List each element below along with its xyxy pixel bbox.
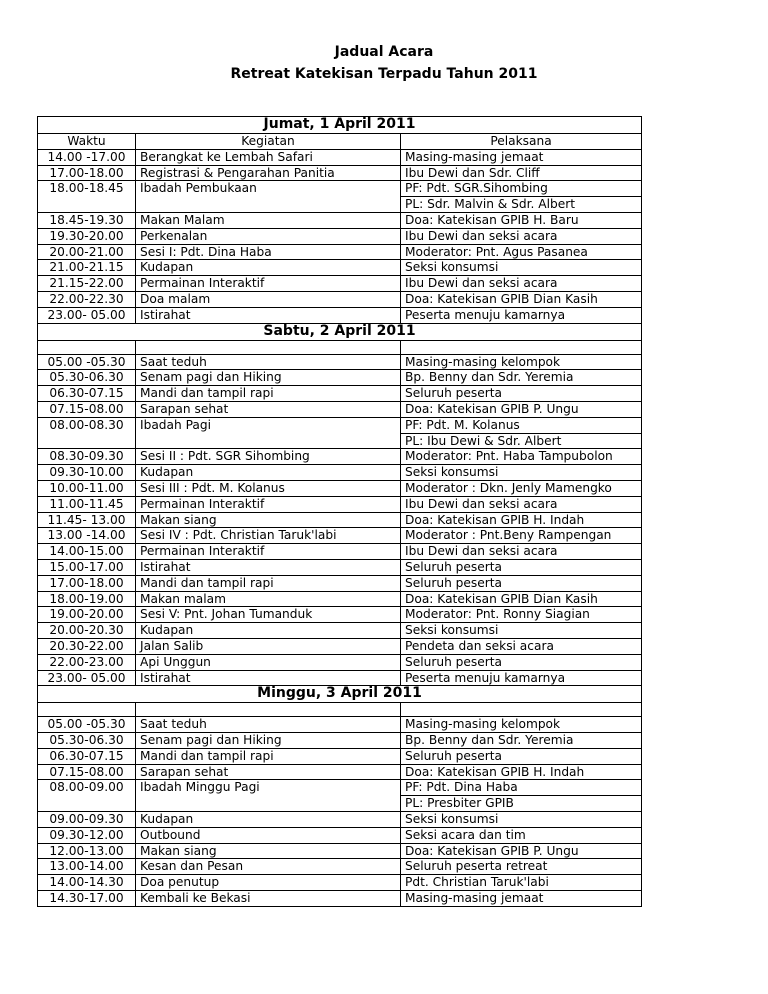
person-cell: Moderator: Pnt. Agus Pasanea xyxy=(401,244,642,260)
person-cell: Doa: Katekisan GPIB P. Ungu xyxy=(401,401,642,417)
person-cell: Seluruh peserta xyxy=(401,559,642,575)
activity-cell-empty xyxy=(136,197,401,213)
person-cell: Peserta menuju kamarnya xyxy=(401,670,642,686)
schedule-row xyxy=(38,559,642,575)
blank-row xyxy=(38,703,642,717)
schedule-row-continued xyxy=(38,197,642,213)
time-cell: 22.00-23.00 xyxy=(38,654,136,670)
activity-cell: Doa malam xyxy=(136,291,401,307)
activity-cell: Kudapan xyxy=(136,260,401,276)
schedule-row xyxy=(38,827,642,843)
person-cell: Seluruh peserta xyxy=(401,386,642,402)
time-cell: 22.00-22.30 xyxy=(38,291,136,307)
time-cell-empty xyxy=(38,433,136,449)
person-cell: Doa: Katekisan GPIB H. Baru xyxy=(401,212,642,228)
schedule-row xyxy=(38,149,642,165)
time-cell: 23.00- 05.00 xyxy=(38,670,136,686)
activity-cell: Registrasi & Pengarahan Panitia xyxy=(136,165,401,181)
time-cell: 08.30-09.30 xyxy=(38,449,136,465)
schedule-row-continued xyxy=(38,433,642,449)
schedule-row xyxy=(38,181,642,197)
activity-cell: Makan malam xyxy=(136,591,401,607)
activity-cell: Kesan dan Pesan xyxy=(136,859,401,875)
day-header-row xyxy=(38,323,642,340)
activity-cell: Permainan Interaktif xyxy=(136,276,401,292)
activity-cell: Kudapan xyxy=(136,465,401,481)
activity-cell: Mandi dan tampil rapi xyxy=(136,748,401,764)
time-cell: 14.00 -17.00 xyxy=(38,149,136,165)
person-cell: Doa: Katekisan GPIB H. Indah xyxy=(401,512,642,528)
time-cell: 05.30-06.30 xyxy=(38,370,136,386)
time-cell: 23.00- 05.00 xyxy=(38,307,136,323)
activity-cell: Makan Malam xyxy=(136,212,401,228)
activity-cell: Api Unggun xyxy=(136,654,401,670)
day-label: Sabtu, 2 April 2011 xyxy=(38,323,642,340)
activity-cell: Kudapan xyxy=(136,623,401,639)
time-cell: 18.00-18.45 xyxy=(38,181,136,197)
activity-cell: Jalan Salib xyxy=(136,638,401,654)
time-cell: 21.00-21.15 xyxy=(38,260,136,276)
time-cell: 09.30-10.00 xyxy=(38,465,136,481)
blank-cell xyxy=(401,703,642,717)
blank-row xyxy=(38,340,642,354)
activity-cell: Istirahat xyxy=(136,559,401,575)
activity-cell-empty xyxy=(136,796,401,812)
person-cell: PL: Sdr. Malvin & Sdr. Albert xyxy=(401,197,642,213)
day-header-row xyxy=(38,686,642,703)
schedule-row xyxy=(38,276,642,292)
time-cell: 07.15-08.00 xyxy=(38,401,136,417)
time-cell: 20.00-20.30 xyxy=(38,623,136,639)
time-cell-empty xyxy=(38,796,136,812)
time-cell: 13.00 -14.00 xyxy=(38,528,136,544)
person-cell: Ibu Dewi dan seksi acara xyxy=(401,228,642,244)
person-cell: Moderator: Pnt. Ronny Siagian xyxy=(401,607,642,623)
column-header-kegiatan: Kegiatan xyxy=(136,134,401,150)
schedule-row xyxy=(38,717,642,733)
activity-cell: Kembali ke Bekasi xyxy=(136,891,401,907)
activity-cell: Saat teduh xyxy=(136,354,401,370)
blank-cell xyxy=(136,703,401,717)
time-cell: 18.45-19.30 xyxy=(38,212,136,228)
schedule-row xyxy=(38,544,642,560)
time-cell: 07.15-08.00 xyxy=(38,764,136,780)
person-cell: Peserta menuju kamarnya xyxy=(401,307,642,323)
time-cell: 11.45- 13.00 xyxy=(38,512,136,528)
schedule-body xyxy=(38,117,642,907)
activity-cell: Saat teduh xyxy=(136,717,401,733)
person-cell: Pendeta dan seksi acara xyxy=(401,638,642,654)
person-cell: Bp. Benny dan Sdr. Yeremia xyxy=(401,733,642,749)
schedule-row xyxy=(38,212,642,228)
time-cell-empty xyxy=(38,197,136,213)
activity-cell: Permainan Interaktif xyxy=(136,496,401,512)
time-cell: 11.00-11.45 xyxy=(38,496,136,512)
time-cell: 09.30-12.00 xyxy=(38,827,136,843)
schedule-row xyxy=(38,748,642,764)
day-header-row xyxy=(38,117,642,134)
person-cell: Masing-masing kelompok xyxy=(401,354,642,370)
schedule-row xyxy=(38,465,642,481)
activity-cell: Perkenalan xyxy=(136,228,401,244)
person-cell: Seluruh peserta retreat xyxy=(401,859,642,875)
time-cell: 20.00-21.00 xyxy=(38,244,136,260)
person-cell: Seluruh peserta xyxy=(401,654,642,670)
day-label: Minggu, 3 April 2011 xyxy=(38,686,642,703)
time-cell: 10.00-11.00 xyxy=(38,480,136,496)
time-cell: 05.30-06.30 xyxy=(38,733,136,749)
time-cell: 17.00-18.00 xyxy=(38,165,136,181)
time-cell: 14.00-15.00 xyxy=(38,544,136,560)
day-label: Jumat, 1 April 2011 xyxy=(38,117,642,134)
person-cell: Seluruh peserta xyxy=(401,575,642,591)
time-cell: 14.00-14.30 xyxy=(38,875,136,891)
schedule-row xyxy=(38,228,642,244)
schedule-row xyxy=(38,575,642,591)
person-cell: Bp. Benny dan Sdr. Yeremia xyxy=(401,370,642,386)
schedule-row xyxy=(38,512,642,528)
activity-cell: Mandi dan tampil rapi xyxy=(136,575,401,591)
time-cell: 05.00 -05.30 xyxy=(38,354,136,370)
activity-cell: Permainan Interaktif xyxy=(136,544,401,560)
person-cell: Seksi konsumsi xyxy=(401,465,642,481)
activity-cell: Istirahat xyxy=(136,670,401,686)
document-subtitle: Retreat Katekisan Terpadu Tahun 2011 xyxy=(230,66,538,82)
schedule-row xyxy=(38,591,642,607)
person-cell: PF: Pdt. SGR.Sihombing xyxy=(401,181,642,197)
schedule-row xyxy=(38,370,642,386)
schedule-row xyxy=(38,733,642,749)
time-cell: 14.30-17.00 xyxy=(38,891,136,907)
time-cell: 18.00-19.00 xyxy=(38,591,136,607)
schedule-row xyxy=(38,607,642,623)
activity-cell: Ibadah Pembukaan xyxy=(136,181,401,197)
activity-cell: Outbound xyxy=(136,827,401,843)
person-cell: Ibu Dewi dan Sdr. Cliff xyxy=(401,165,642,181)
schedule-row xyxy=(38,449,642,465)
person-cell: Seksi konsumsi xyxy=(401,260,642,276)
time-cell: 17.00-18.00 xyxy=(38,575,136,591)
person-cell: Moderator: Pnt. Haba Tampubolon xyxy=(401,449,642,465)
schedule-row xyxy=(38,623,642,639)
schedule-row-continued xyxy=(38,796,642,812)
column-header-pelaksana: Pelaksana xyxy=(401,134,642,150)
activity-cell: Sarapan sehat xyxy=(136,764,401,780)
person-cell: Doa: Katekisan GPIB Dian Kasih xyxy=(401,291,642,307)
person-cell: Doa: Katekisan GPIB P. Ungu xyxy=(401,843,642,859)
activity-cell: Berangkat ke Lembah Safari xyxy=(136,149,401,165)
time-cell: 20.30-22.00 xyxy=(38,638,136,654)
time-cell: 12.00-13.00 xyxy=(38,843,136,859)
time-cell: 09.00-09.30 xyxy=(38,812,136,828)
activity-cell: Makan siang xyxy=(136,843,401,859)
person-cell: Ibu Dewi dan seksi acara xyxy=(401,496,642,512)
person-cell: Doa: Katekisan GPIB H. Indah xyxy=(401,764,642,780)
person-cell: Masing-masing jemaat xyxy=(401,149,642,165)
person-cell: Masing-masing kelompok xyxy=(401,717,642,733)
activity-cell-empty xyxy=(136,433,401,449)
blank-cell xyxy=(38,340,136,354)
schedule-row xyxy=(38,528,642,544)
schedule-row xyxy=(38,843,642,859)
time-cell: 06.30-07.15 xyxy=(38,748,136,764)
schedule-row xyxy=(38,812,642,828)
activity-cell: Senam pagi dan Hiking xyxy=(136,733,401,749)
activity-cell: Doa penutup xyxy=(136,875,401,891)
person-cell: Pdt. Christian Taruk'labi xyxy=(401,875,642,891)
time-cell: 08.00-08.30 xyxy=(38,417,136,433)
person-cell: Seksi konsumsi xyxy=(401,812,642,828)
schedule-row xyxy=(38,859,642,875)
activity-cell: Istirahat xyxy=(136,307,401,323)
person-cell: PL: Presbiter GPIB xyxy=(401,796,642,812)
schedule-row xyxy=(38,291,642,307)
activity-cell: Ibadah Minggu Pagi xyxy=(136,780,401,796)
schedule-row xyxy=(38,354,642,370)
activity-cell: Sesi III : Pdt. M. Kolanus xyxy=(136,480,401,496)
person-cell: Doa: Katekisan GPIB Dian Kasih xyxy=(401,591,642,607)
person-cell: Masing-masing jemaat xyxy=(401,891,642,907)
person-cell: Moderator : Dkn. Jenly Mamengko xyxy=(401,480,642,496)
person-cell: PL: Ibu Dewi & Sdr. Albert xyxy=(401,433,642,449)
schedule-row xyxy=(38,875,642,891)
person-cell: PF: Pdt. Dina Haba xyxy=(401,780,642,796)
activity-cell: Senam pagi dan Hiking xyxy=(136,370,401,386)
activity-cell: Kudapan xyxy=(136,812,401,828)
person-cell: Seksi konsumsi xyxy=(401,623,642,639)
time-cell: 19.30-20.00 xyxy=(38,228,136,244)
schedule-row xyxy=(38,638,642,654)
schedule-row xyxy=(38,165,642,181)
schedule-row xyxy=(38,654,642,670)
time-cell: 19.00-20.00 xyxy=(38,607,136,623)
activity-cell: Sesi I: Pdt. Dina Haba xyxy=(136,244,401,260)
activity-cell: Ibadah Pagi xyxy=(136,417,401,433)
schedule-row xyxy=(38,764,642,780)
time-cell: 05.00 -05.30 xyxy=(38,717,136,733)
column-header-row xyxy=(38,134,642,150)
activity-cell: Sesi IV : Pdt. Christian Taruk'labi xyxy=(136,528,401,544)
person-cell: Moderator : Pnt.Beny Rampengan xyxy=(401,528,642,544)
time-cell: 08.00-09.00 xyxy=(38,780,136,796)
schedule-row xyxy=(38,307,642,323)
schedule-row xyxy=(38,670,642,686)
column-header-waktu: Waktu xyxy=(38,134,136,150)
schedule-row xyxy=(38,417,642,433)
activity-cell: Makan siang xyxy=(136,512,401,528)
blank-cell xyxy=(38,703,136,717)
schedule-row xyxy=(38,260,642,276)
schedule-row xyxy=(38,496,642,512)
activity-cell: Sesi II : Pdt. SGR Sihombing xyxy=(136,449,401,465)
person-cell: PF: Pdt. M. Kolanus xyxy=(401,417,642,433)
time-cell: 13.00-14.00 xyxy=(38,859,136,875)
document-title: Jadual Acara xyxy=(334,44,434,60)
schedule-row xyxy=(38,891,642,907)
person-cell: Seluruh peserta xyxy=(401,748,642,764)
schedule-row xyxy=(38,780,642,796)
schedule-row xyxy=(38,244,642,260)
activity-cell: Sarapan sehat xyxy=(136,401,401,417)
time-cell: 15.00-17.00 xyxy=(38,559,136,575)
person-cell: Ibu Dewi dan seksi acara xyxy=(401,544,642,560)
blank-cell xyxy=(401,340,642,354)
time-cell: 06.30-07.15 xyxy=(38,386,136,402)
activity-cell: Mandi dan tampil rapi xyxy=(136,386,401,402)
activity-cell: Sesi V: Pnt. Johan Tumanduk xyxy=(136,607,401,623)
blank-cell xyxy=(136,340,401,354)
person-cell: Ibu Dewi dan seksi acara xyxy=(401,276,642,292)
schedule-row xyxy=(38,401,642,417)
person-cell: Seksi acara dan tim xyxy=(401,827,642,843)
time-cell: 21.15-22.00 xyxy=(38,276,136,292)
schedule-row xyxy=(38,480,642,496)
schedule-row xyxy=(38,386,642,402)
schedule-table xyxy=(37,116,642,907)
